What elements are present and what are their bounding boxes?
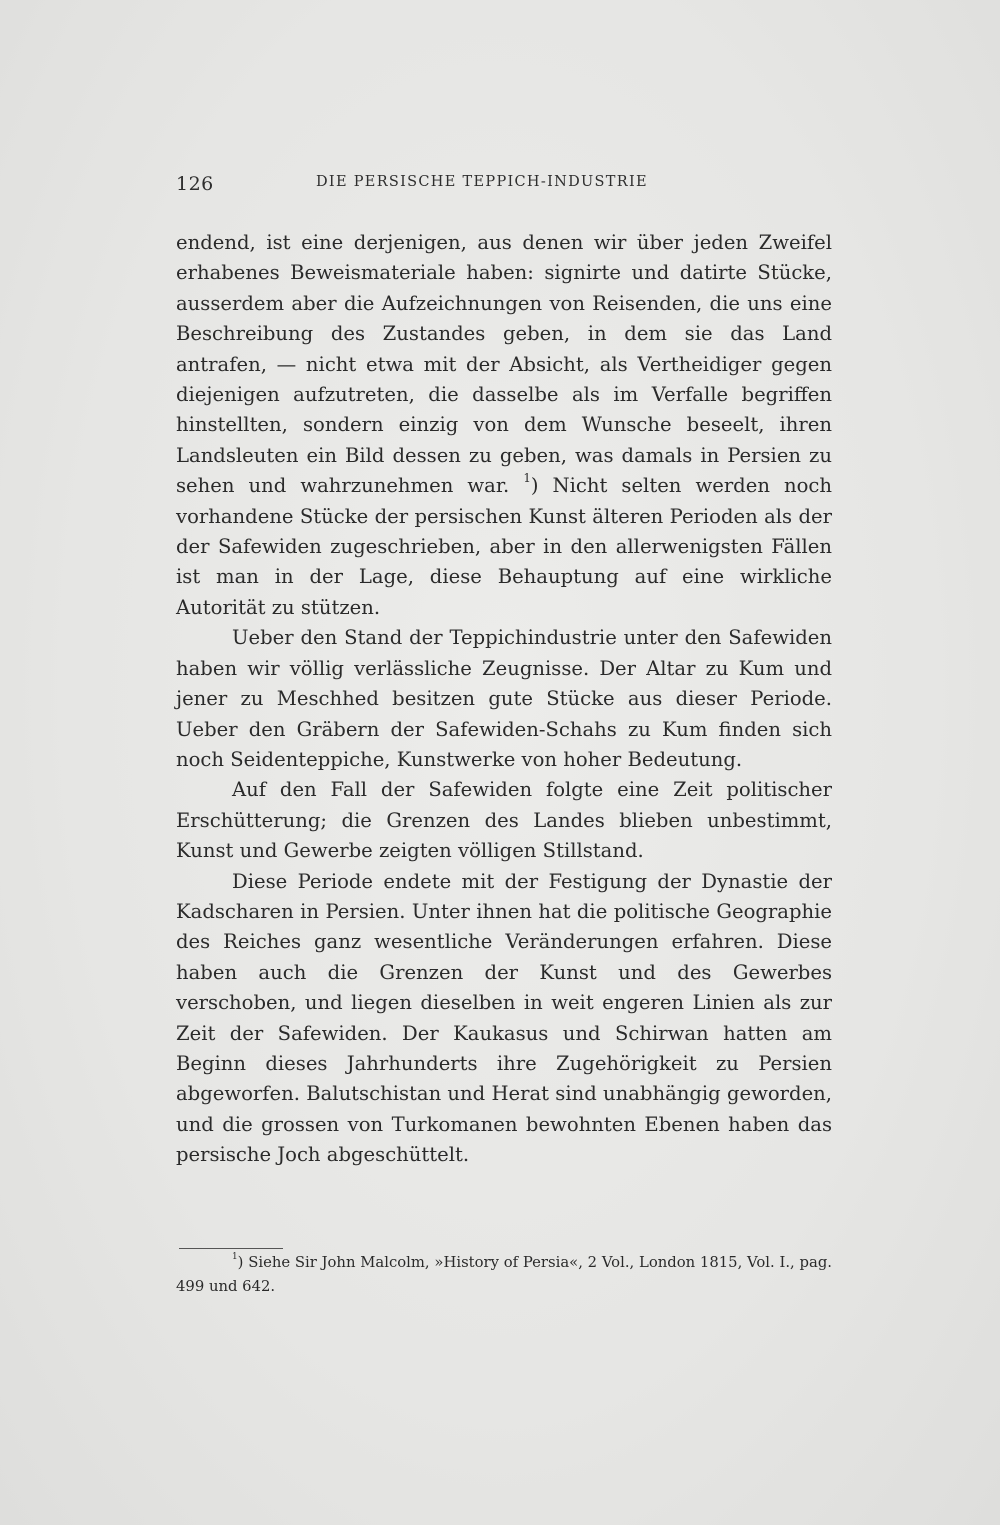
footnote-text: ) Siehe Sir John Malcolm, »History of Persia«, 2 Vol., London 1815, Vol. I., pag. 499 und 642. <box>176 1254 832 1295</box>
paragraph-1 <box>176 228 832 623</box>
paragraph-1-text: endend, ist eine derjenigen, aus denen wir über jeden Zweifel erhabenes Beweismateriale haben: signirte und datirte Stücke, ausserdem aber die Aufzeichnungen von Reisenden, die uns eine Beschreibung des Zustandes geben, in dem sie das Land antrafen, — nicht etwa mit der Absicht, als Vertheidiger gegen diejenigen aufzutreten, die dasselbe als im Verfalle begriffen hinstellten, sondern einzig von dem Wunsche beseelt, ihren Landsleuten ein Bild dessen zu geben, was damals in Persien zu sehen und wahrzunehmen war. <box>176 231 832 498</box>
running-head: DIE PERSISCHE TEPPICH-INDUSTRIE <box>316 174 648 190</box>
footnote-divider <box>179 1248 283 1249</box>
paragraph-1-continuation: ) Nicht selten werden noch vorhandene Stücke der persischen Kunst älteren Perioden als der der Safewiden zugeschrieben, aber in den allerwenigsten Fällen ist man in der Lage, diese Behauptung auf eine wirkliche Autorität zu stützen. <box>176 474 832 619</box>
paragraph-4: Diese Periode endete mit der Festigung der Dynastie der Kadscharen in Persien. Unter ihnen hat die politische Geographie des Reiches ganz wesentliche Veränderungen erfahren. Diese haben auch die Grenzen der Kunst und des Gewerbes verschoben, und liegen dieselben in weit engeren Linien als zur Zeit der Safewiden. Der Kaukasus und Schirwan hatten am Beginn dieses Jahrhunderts ihre Zugehörigkeit zu Persien abgeworfen. Balutschistan und Herat sind unabhängig geworden, und die grossen von Turkomanen bewohnten Ebenen haben das persische Joch abgeschüttelt. <box>176 869 833 1167</box>
page-number: 126 <box>176 173 214 195</box>
body-text <box>176 228 832 1171</box>
footnote-reference: 1 <box>523 471 531 486</box>
footnote-marker: 1 <box>232 1252 238 1263</box>
footnote-1 <box>176 1251 832 1299</box>
footnotes <box>176 1251 832 1299</box>
paragraph-3: Auf den Fall der Safewiden folgte eine Zeit politischer Erschütterung; die Grenzen des Landes blieben unbestimmt, Kunst und Gewerbe zeigten völligen Stillstand. <box>176 778 832 863</box>
page-header <box>176 170 832 200</box>
paragraph-2: Ueber den Stand der Teppichindustrie unter den Safewiden haben wir völlig verlässliche Zeugnisse. Der Altar zu Kum und jener zu Meschhed besitzen gute Stücke aus dieser Periode. Ueber den Gräbern der Safewiden-Schahs zu Kum finden sich noch Seidenteppiche, Kunstwerke von hoher Bedeutung. <box>176 626 832 771</box>
